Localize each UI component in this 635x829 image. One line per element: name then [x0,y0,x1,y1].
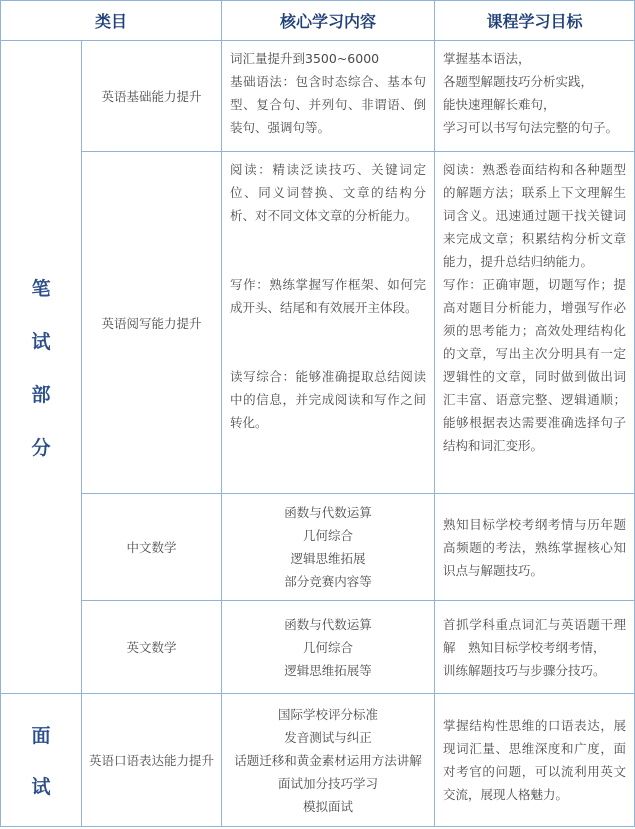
group-written [1,41,82,694]
goal-basic [435,41,635,152]
goal-line: 阅读：熟悉卷面结构和各种题型的解题方法；联系上下文理解生词含义。迅速通过题干找关键词来完成文章；积累结构分析文章能力，提升总结归纳能力。 [443,162,627,269]
core-line: 部分竞赛内容等 [284,574,372,589]
core-line: 话题迁移和黄金素材运用方法讲解 [234,752,422,768]
core-line: 读写综合：能够准确提取总结阅读中的信息，并完成阅读和写作之间转化。 [230,369,427,430]
core-line: 基础语法：包含时态综合、基本句型、复合句、并列句、非谓语、倒装句、强调句等。 [230,74,427,135]
core-line: 几何综合 [303,639,354,655]
core-enmath [222,601,435,694]
core-line: 函数与代数运算 [284,616,372,632]
group-char: 笔 [31,278,51,300]
core-line: 几何综合 [303,528,354,543]
subcategory-chmath: 中文数学 [82,494,222,601]
core-line: 函数与代数运算 [284,505,372,520]
group-char: 试 [31,331,51,353]
core-line: 发音测试与纠正 [284,729,372,745]
table-row [1,41,635,152]
goal-readwrite [435,152,635,494]
group-interview [1,694,82,827]
subcategory-enmath: 英文数学 [82,601,222,694]
core-line: 阅读：精读泛读技巧、关键词定位、同义词替换、文章的结构分析、对不同文体文章的分析能力。 [230,162,427,223]
core-readwrite [222,152,435,494]
goal-line: 能快速理解长难句， [443,97,556,112]
goal-oral [435,694,635,827]
header-core: 核心学习内容 [222,1,435,41]
core-line: 逻辑思维拓展 [290,551,366,566]
core-line: 面试加分技巧学习 [278,775,379,791]
goal-line: 掌握基本语法， [443,51,531,66]
core-line: 逻辑思维拓展等 [284,662,372,678]
goal-enmath [435,601,635,694]
core-line: 词汇量提升到3500~6000 [230,51,380,66]
group-char: 部 [31,384,51,406]
header-category: 类目 [1,1,222,41]
goal-line: 训练解题技巧与步骤分技巧。 [443,662,606,678]
group-char: 分 [31,437,51,459]
subcategory-oral: 英语口语表达能力提升 [82,694,222,827]
table-row [1,152,635,494]
goal-line: 熟知目标学校考纲考情与历年题高频题的考法，熟练掌握核心知识点与解题技巧。 [443,516,627,578]
spacer [230,227,426,273]
subcategory-readwrite: 英语阅写能力提升 [82,152,222,494]
core-line: 写作：熟练掌握写作框架、如何完成开头、结尾和有效展开主体段。 [230,277,427,315]
header-row [1,1,635,41]
subcategory-basic: 英语基础能力提升 [82,41,222,152]
goal-line: 掌握结构性思维的口语表达，展现词汇量、思维深度和广度，面对考官的问题，可以流利用英文交流，展现人格魅力。 [443,718,627,802]
core-oral [222,694,435,827]
table-row [1,494,635,601]
core-chmath [222,494,435,601]
header-goal: 课程学习目标 [435,1,635,41]
group-char: 面 [31,725,51,747]
core-line: 国际学校评分标准 [278,706,379,722]
goal-line: 各题型解题技巧分析实践， [443,74,594,89]
core-line: 模拟面试 [303,798,354,814]
goal-line: 写作：正确审题，切题写作；提高对题目分析能力，增强写作必须的思考能力；高效处理结构化的文章，写出主次分明具有一定逻辑性的文章，同时做到做出词汇丰富、语意完整、逻辑通顺；能够根据表达需要准确选择句子结构和词汇变形。 [443,277,627,453]
goal-line: 学习可以书写句法完整的句子。 [443,120,619,135]
goal-line: 首抓学科重点词汇与英语题干理解 熟知目标学校考纲考情， [443,616,627,655]
core-basic [222,41,435,152]
goal-chmath [435,494,635,601]
table-row [1,601,635,694]
group-char: 试 [31,776,51,798]
spacer [230,319,426,365]
table-row [1,694,635,827]
